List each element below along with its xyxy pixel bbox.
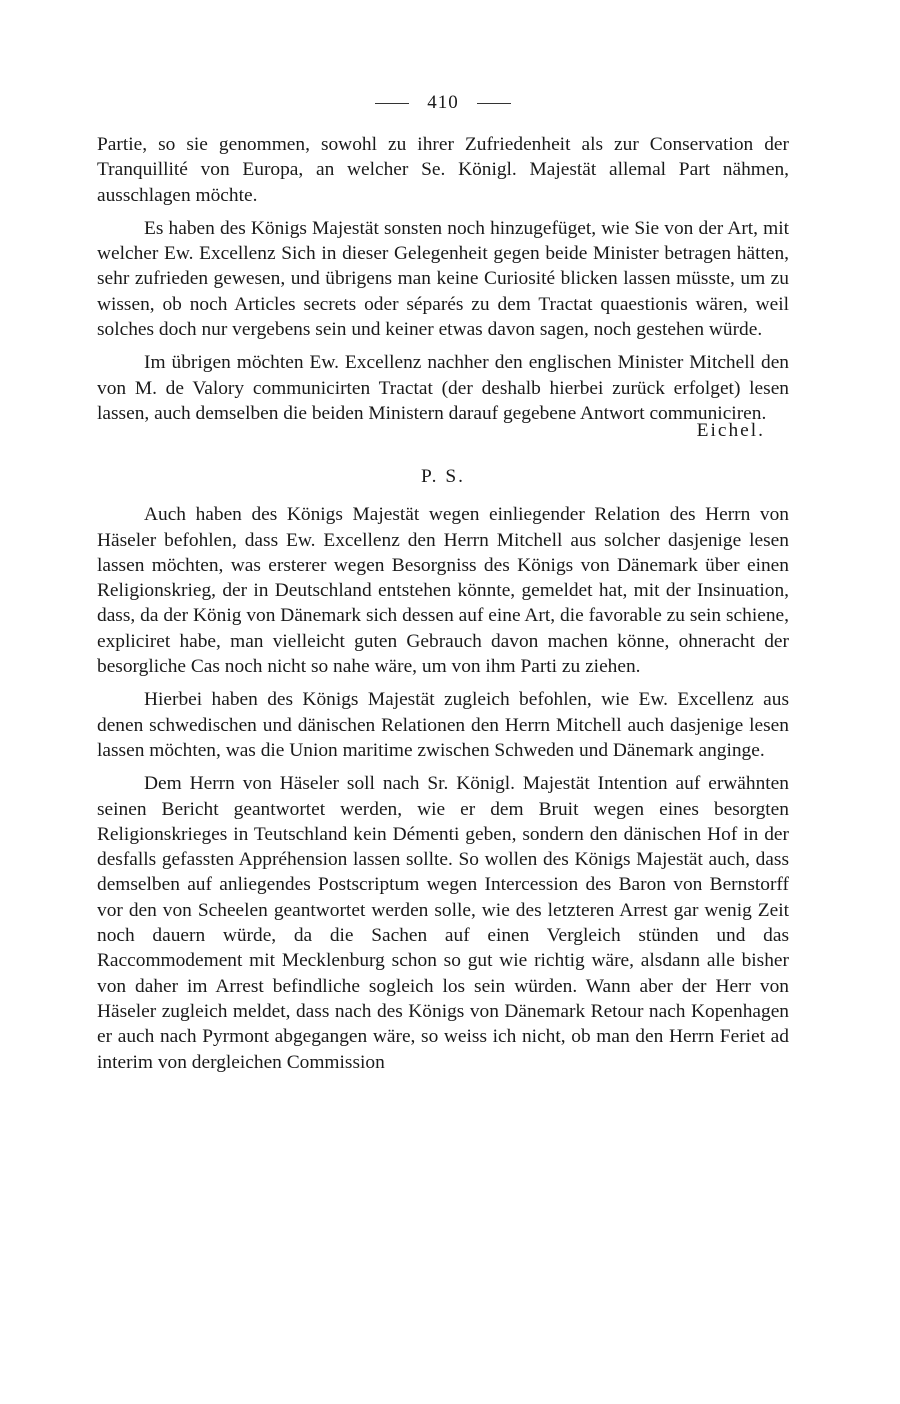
paragraph-continuation: Partie, so sie genommen, sowohl zu ihrer Zufriedenheit als zur Conservation der Tranquillité von Europa, an welcher Se. Königl. Majestät allemal Part nähmen, ausschlagen möchte.: [97, 134, 789, 206]
paragraph: Im übrigen möchten Ew. Excellenz nachher den englischen Minister Mitchell den von M. de Valory communicirten Tractat (der deshalb hierbei zurück erfolget) lesen lassen, auch demselben die beiden Ministern darauf gegebene Antwort communiciren.: [97, 352, 789, 424]
paragraph: Auch haben des Königs Majestät wegen einliegender Relation des Herrn von Häseler befohlen, dass Ew. Excellenz den Herrn Mitchell aus solcher dasjenige lesen lassen möchten, was ersterer wegen Besorgniss des Königs von Dänemark über einen Religionskrieg, der in Deutschland entstehen könnte, gemeldet hat, mit der Insinuation, dass, da der König von Dänemark sich dessen auf eine Art, die favorable zu sein schiene, expliciret habe, man vielleicht guten Gebrauch davon machen könne, ohneracht der besorgliche Cas noch nicht so nahe wäre, um von ihm Parti zu ziehen.: [97, 504, 789, 678]
header-dash-left: [375, 103, 409, 104]
postscript-heading: P. S.: [421, 466, 465, 488]
paragraph: Dem Herrn von Häseler soll nach Sr. Königl. Majestät Intention auf erwähnten seinen Bericht geantwortet werden, wie er dem Bruit wegen eines besorgten Religionskrieges in Teutschland kein Démenti geben, sondern den dänischen Hof in der desfalls gefassten Appréhension lassen sollte. So wollen des Königs Majestät auch, dass demselben auf anliegendes Postscriptum wegen Intercession des Baron von Bernstorff vor den von Scheelen geantwortet werden solle, wie des letzteren Arrest gar wenig Zeit noch dauern würde, da die Sachen auf einen Vergleich stünden und das Raccommodement mit Mecklenburg schon so gut wie richtig wäre, alsdann alle bisher von daher im Arrest befindliche sogleich los sein würden. Wann aber der Herr von Häseler zugleich meldet, dass nach des Königs von Dänemark Retour nach Kopenhagen er auch nach Pyrmont abgegangen wäre, so weiss ich nicht, ob man den Herrn Feriet ad interim von dergleichen Commission: [97, 773, 789, 1073]
header-dash-right: [477, 103, 511, 104]
page-number: 410: [427, 92, 459, 113]
paragraph: Hierbei haben des Königs Majestät zugleich befohlen, wie Ew. Excellenz aus denen schwedischen und dänischen Relationen den Herrn Mitchell auch dasjenige lesen lassen möchten, was die Union maritime zwischen Schweden und Dänemark anginge.: [97, 689, 789, 761]
signature: Eichel.: [696, 420, 765, 442]
page-number-header: [97, 88, 789, 118]
document-page: [97, 88, 789, 1083]
paragraph: Es haben des Königs Majestät sonsten noch hinzugefüget, wie Sie von der Art, mit welcher Ew. Excellenz Sich in dieser Gelegenheit gegen beide Minister betragen hätten, sehr zufrieden gewesen, und übrigens man keine Curiosité blicken lassen müsste, um zu wissen, ob noch Articles secrets oder séparés zu dem Tractat quaestionis wären, weil solches doch nur vergebens sein und keiner etwas davon sagen, noch gestehen würde.: [97, 217, 789, 341]
